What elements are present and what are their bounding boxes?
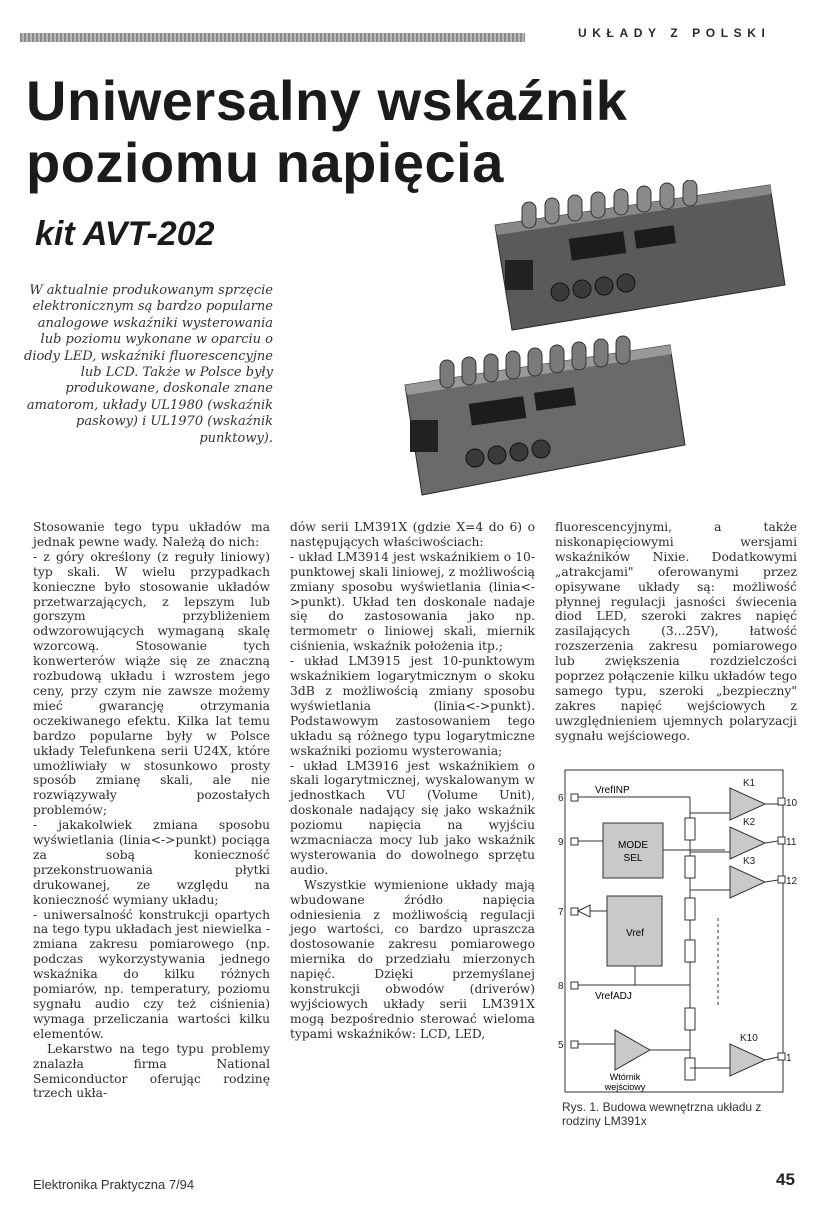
- paragraph: - jakakolwiek zmiana sposobu wyświetlania (linia<->punkt) pociąga za sobą konieczność przekonstruowania płytki drukowanej, ze względu na konieczność wymiany układu;: [33, 818, 270, 907]
- pin-label: 9: [558, 837, 564, 848]
- column-2: [290, 520, 535, 1042]
- column-1: [33, 520, 270, 1101]
- page-number: 45: [776, 1170, 795, 1189]
- paragraph: - uniwersalność konstrukcji opartych na tego typu układach jest niewielka - zmiana zakresu pomiarowego (np. podczas wykorzystywania jednego wskaźnika do kilku różnych pomiarów, np. temperatury, poziomu sygnału audio czy też ciśnienia) wymaga przeliczania wartości kilku elementów.: [33, 907, 270, 1041]
- header-rule: [20, 33, 525, 42]
- figure-caption: Rys. 1. Budowa wewnętrzna układu z rodziny LM391x: [562, 1100, 762, 1128]
- comparator-label: K3: [743, 856, 756, 867]
- paragraph: - układ LM3915 jest 10-punktowym wskaźnikiem logarytmicznym o skoku 3dB z możliwością zmiany sposobu wyświetlania (linia<->punkt). Podstawowym zastosowaniem tego układu są różnego typu logarytmiczne wskaźniki poziomu wysterowania;: [290, 654, 535, 758]
- title-line-1: Uniwersalny wskaźnik: [26, 69, 628, 132]
- vref-inp-label: VrefINP: [595, 785, 630, 796]
- pin-label: 10: [786, 798, 797, 809]
- paragraph: Stosowanie tego typu układów ma jednak pewne wady. Należą do nich:: [33, 520, 270, 549]
- footer-magazine: Elektronika Praktyczna 7/94: [33, 1177, 195, 1192]
- vref-adj-label: VrefADJ: [595, 991, 632, 1002]
- pin-label: 12: [786, 876, 797, 887]
- column-3: [555, 520, 797, 744]
- paragraph: Lekarstwo na tego typu problemy znalazła firma National Semiconductor oferując rodzinę trzech ukła-: [33, 1041, 270, 1101]
- product-photo: [400, 180, 790, 500]
- pcb-top: [495, 180, 785, 330]
- buffer-label-2: wejściowy: [604, 1082, 646, 1092]
- paragraph: fluorescencyjnymi, a także niskonapięciowymi wersjami wskaźników Nixie. Dodatkowymi „atrakcjami" oferowanymi przez opisywane układy są: możliwość płynnej regulacji jasności świecenia diod LED, szeroki zakres napięć zasilających (3...25V), łatwość rozszerzenia zakresu pomiarowego lub zwiększenia rozdzielczości poprzez połączenie kilku układów tego samego typu, szeroki „bezpieczny" zakres napięć wejściowych z uwzględnieniem ujemnych polaryzacji sygnału wejściowego.: [555, 520, 797, 743]
- pin-label: 5: [558, 1040, 564, 1051]
- comparator-label: K10: [740, 1033, 758, 1044]
- pcb-bottom: [405, 336, 685, 495]
- title-line-2: poziomu napięcia: [26, 131, 504, 194]
- block-diagram: [555, 768, 797, 1096]
- section-label: UKŁADY Z POLSKI: [578, 26, 771, 40]
- mode-sel-label-2: SEL: [623, 853, 643, 864]
- paragraph: - układ LM3916 jest wskaźnikiem o skali logarytmicznej, wyskalowanym w jednostkach VU (Volume Unit), doskonale nadający się jako wskaźnik poziomu napięcia na wyjściu wzmacniacza mocy lub jako wskaźnik wysterowania do dowolnego sprzętu audio.: [290, 758, 535, 877]
- paragraph: Wszystkie wymienione układy mają wbudowane źródło napięcia odniesienia z możliwością regulacji jego wartości, co bardzo upraszcza dostosowanie zakresu pomiarowego miernika do przedziału mierzonych napięć. Dzięki przemyślanej konstrukcji obwodów (driverów) wyjściowych układy serii LM391X mogą bezpośrednio sterować wieloma typami wskaźników: LCD, LED,: [290, 877, 535, 1041]
- paragraph: - układ LM3914 jest wskaźnikiem o 10-punktowej skali liniowej, z możliwością zmiany sposobu wyświetlania (linia<->punkt). Układ ten doskonale nadaje się do zastosowania jako np. termometr o liniowej skali, miernik ciśnienia, wskaźnik położenia itp.;: [290, 549, 535, 654]
- lead-paragraph: W aktualnie produkowanym sprzęcie elektronicznym są bardzo popularne analogowe wskaźniki wysterowania lub poziomu wykonane w oparciu o diody LED, wskaźniki fluorescencyjne lub LCD. Także w Polsce były produkowane, doskonale znane amatorom, układy UL1980 (wskaźnik paskowy) i UL1970 (wskaźnik punktowy).: [24, 283, 273, 446]
- paragraph: dów serii LM391X (gdzie X=4 do 6) o następujących właściwościach:: [290, 520, 535, 549]
- paragraph: - z góry określony (z reguły liniowy) typ skali. W wielu przypadkach konieczne było stosowanie układów przetwarzających, z lepszym lub gorszym przybliżeniem odwzorowujących wymaganą skalę wzorcową. Stosowanie tych konwerterów wiąże się ze znaczną rozbudową układu i wzrostem jego ceny, przy czym nie zawsze możemy mieć gwarancję otrzymania oczekiwanego efektu. Kilka lat temu bardzo popularne były w Polsce układy Telefunkena serii U24X, które umożliwiały w stosunkowo prosty sposób zmianę skali, ale nie rozwiązywały pozostałych problemów;: [33, 549, 270, 818]
- article-title: [26, 70, 786, 194]
- pin-label: 11: [786, 837, 797, 848]
- buffer-label-1: Wtórnik: [609, 1072, 641, 1082]
- pin-label: 1: [786, 1053, 792, 1064]
- comparator-label: K1: [743, 778, 756, 789]
- vref-block-label: Vref: [626, 928, 644, 939]
- pin-label: 7: [558, 907, 564, 918]
- pin-label: 6: [558, 793, 564, 804]
- pin-label: 8: [558, 981, 564, 992]
- comparator-label: K2: [743, 817, 756, 828]
- mode-sel-label-1: MODE: [618, 840, 648, 851]
- article-subtitle: kit AVT-202: [35, 215, 215, 253]
